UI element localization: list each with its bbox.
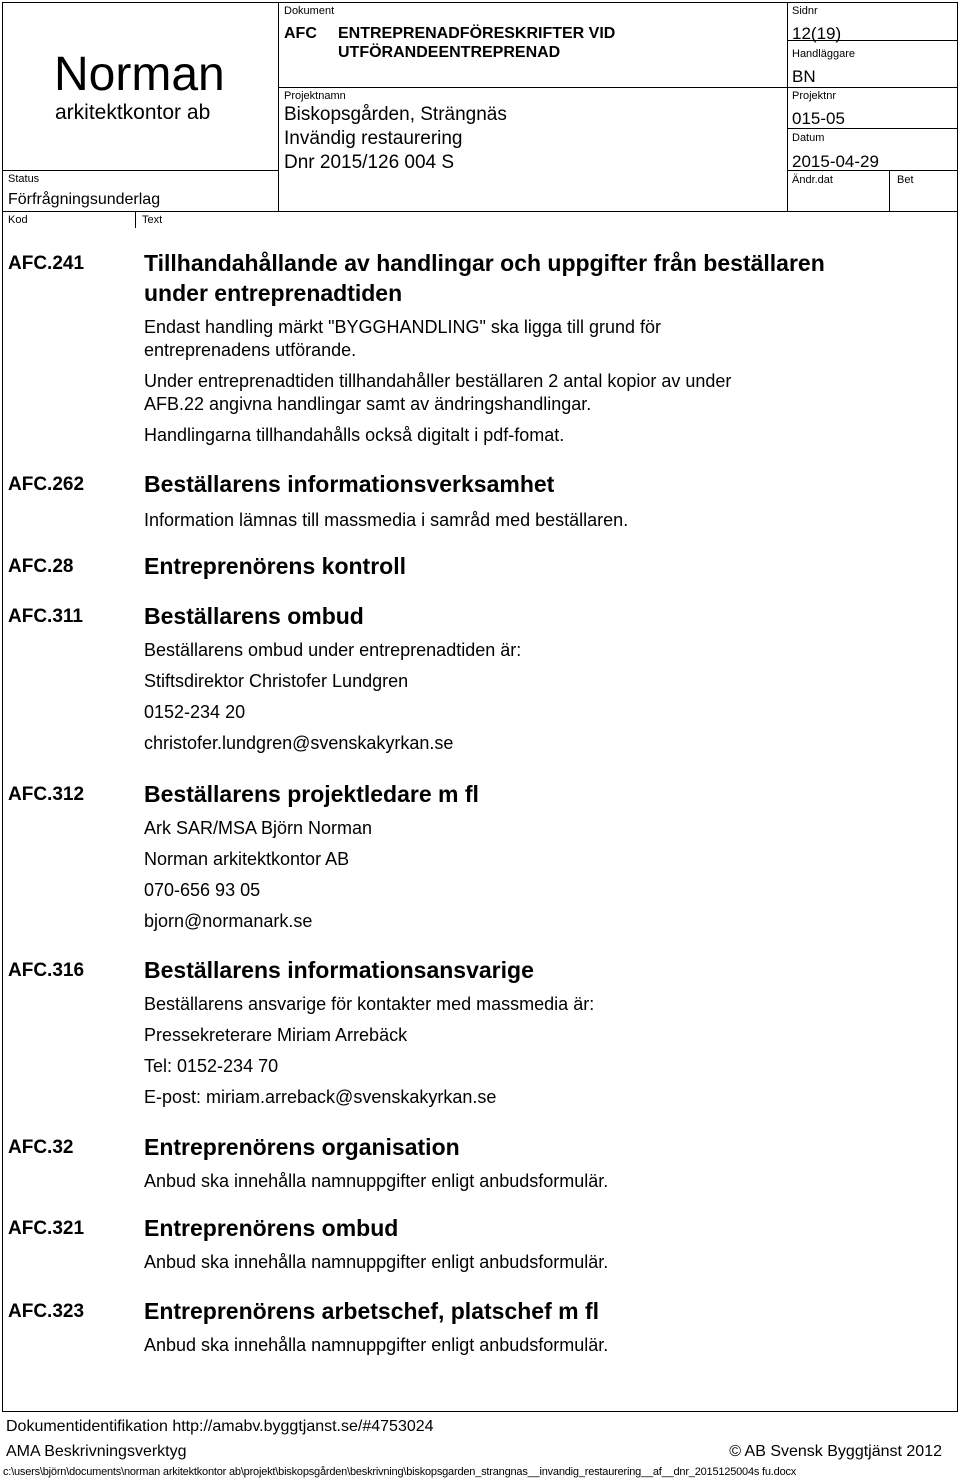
- section-afc-316: [144, 955, 944, 1113]
- section-title: Entreprenörens ombud: [144, 1215, 399, 1241]
- section-code: AFC.311: [8, 606, 83, 627]
- text-label: Text: [142, 214, 163, 226]
- section-text: Information lämnas till massmedia i samråd med beställaren.: [144, 510, 629, 530]
- dokument-title-line1: ENTREPRENADFÖRESKRIFTER VID: [338, 25, 616, 42]
- section-text: Handlingarna tillhandahålls också digitalt i pdf-fomat.: [144, 425, 565, 445]
- company-logo-subtitle: arkitektkontor ab: [55, 101, 211, 124]
- projektnamn-line3: Dnr 2015/126 004 S: [284, 152, 455, 173]
- section-code: AFC.316: [8, 960, 85, 981]
- projektnamn-label: Projektnamn: [284, 90, 346, 102]
- section-title: Entreprenörens kontroll: [144, 553, 406, 579]
- sidnr-value: 12(19): [792, 24, 842, 43]
- dokument-code: AFC: [284, 25, 317, 42]
- section-afc-312: [144, 779, 944, 937]
- projektnamn-line1: Biskopsgården, Strängnäs: [284, 104, 507, 125]
- section-text: Anbud ska innehålla namnuppgifter enligt anbudsformulär.: [144, 1335, 609, 1355]
- section-title: Tillhandahållande av handlingar och uppgifter från beställaren: [144, 250, 825, 276]
- section-text: Norman arkitektkontor AB: [144, 849, 350, 869]
- section-title: Beställarens informationsverksamhet: [144, 471, 555, 497]
- section-text: Under entreprenadtiden tillhandahåller beställaren 2 antal kopior av under: [144, 371, 732, 391]
- dokument-label: Dokument: [284, 5, 335, 17]
- section-text: 070-656 93 05: [144, 880, 261, 900]
- section-code: AFC.321: [8, 1218, 85, 1239]
- section-text: Ark SAR/MSA Björn Norman: [144, 818, 373, 838]
- section-text: Beställarens ombud under entreprenadtiden är:: [144, 640, 522, 660]
- section-afc-241: [144, 248, 944, 447]
- footer-copyright: © AB Svensk Byggtjänst 2012: [729, 1443, 942, 1460]
- section-code: AFC.262: [8, 474, 85, 495]
- section-code: AFC.323: [8, 1301, 85, 1322]
- section-afc-262: [144, 469, 944, 532]
- section-title-cont: under entreprenadtiden: [144, 280, 403, 306]
- section-afc-323: [144, 1296, 944, 1361]
- footer-file-path: c:\users\björn\documents\norman arkitektkontor ab\projekt\biskopsgården\beskrivning\biskopsgarden_strangnas__invandig_restaurering__af__dnr_2015125004s fu.docx: [3, 1466, 797, 1478]
- footer-doc-id: Dokumentidentifikation http://amabv.byggtjanst.se/#4753024: [6, 1418, 434, 1435]
- projektnr-value: 015-05: [792, 109, 845, 128]
- section-code: AFC.32: [8, 1137, 74, 1158]
- dokument-title-line2: UTFÖRANDEENTREPRENAD: [338, 44, 561, 61]
- section-text: 0152-234 20: [144, 702, 246, 722]
- handlaggare-value: BN: [792, 67, 816, 86]
- andrdat-label: Ändr.dat: [792, 174, 833, 186]
- kod-label: Kod: [8, 214, 28, 226]
- section-code: AFC.241: [8, 253, 85, 274]
- section-afc-311: [144, 601, 944, 759]
- bet-label: Bet: [897, 174, 914, 186]
- section-text: Endast handling märkt "BYGGHANDLING" ska ligga till grund för: [144, 317, 661, 337]
- status-value: Förfrågningsunderlag: [8, 191, 161, 208]
- section-title: Beställarens ombud: [144, 603, 364, 629]
- section-text: Tel: 0152-234 70: [144, 1056, 279, 1076]
- section-text: entreprenadens utförande.: [144, 340, 357, 360]
- company-logo-name: Norman: [54, 48, 225, 101]
- datum-value: 2015-04-29: [792, 152, 879, 171]
- section-title: Beställarens informationsansvarige: [144, 957, 534, 983]
- section-text: Anbud ska innehålla namnuppgifter enligt anbudsformulär.: [144, 1252, 609, 1272]
- section-code: AFC.28: [8, 556, 74, 577]
- section-text: Stiftsdirektor Christofer Lundgren: [144, 671, 409, 691]
- section-text: Anbud ska innehålla namnuppgifter enligt anbudsformulär.: [144, 1171, 609, 1191]
- datum-label: Datum: [792, 132, 825, 144]
- section-text: AFB.22 angivna handlingar samt av ändringshandlingar.: [144, 394, 592, 414]
- handlaggare-label: Handläggare: [792, 48, 855, 60]
- status-label: Status: [8, 173, 40, 185]
- email-text: christofer.lundgren@svenskakyrkan.se: [144, 733, 454, 753]
- section-title: Entreprenörens arbetschef, platschef m fl: [144, 1298, 600, 1324]
- sidnr-label: Sidnr: [792, 5, 818, 17]
- projektnamn-line2: Invändig restaurering: [284, 128, 463, 149]
- section-afc-28: [144, 551, 944, 581]
- email-text: bjorn@normanark.se: [144, 911, 313, 931]
- section-afc-321: [144, 1213, 944, 1278]
- section-afc-32: [144, 1132, 944, 1197]
- projektnr-label: Projektnr: [792, 90, 837, 102]
- section-text: Pressekreterare Miriam Arrebäck: [144, 1025, 408, 1045]
- section-title: Entreprenörens organisation: [144, 1134, 460, 1160]
- section-code: AFC.312: [8, 784, 85, 805]
- email-text: E-post: miriam.arreback@svenskakyrkan.se: [144, 1087, 497, 1107]
- footer-tool: AMA Beskrivningsverktyg: [6, 1443, 187, 1460]
- section-title: Beställarens projektledare m fl: [144, 781, 479, 807]
- section-text: Beställarens ansvarige för kontakter med massmedia är:: [144, 994, 595, 1014]
